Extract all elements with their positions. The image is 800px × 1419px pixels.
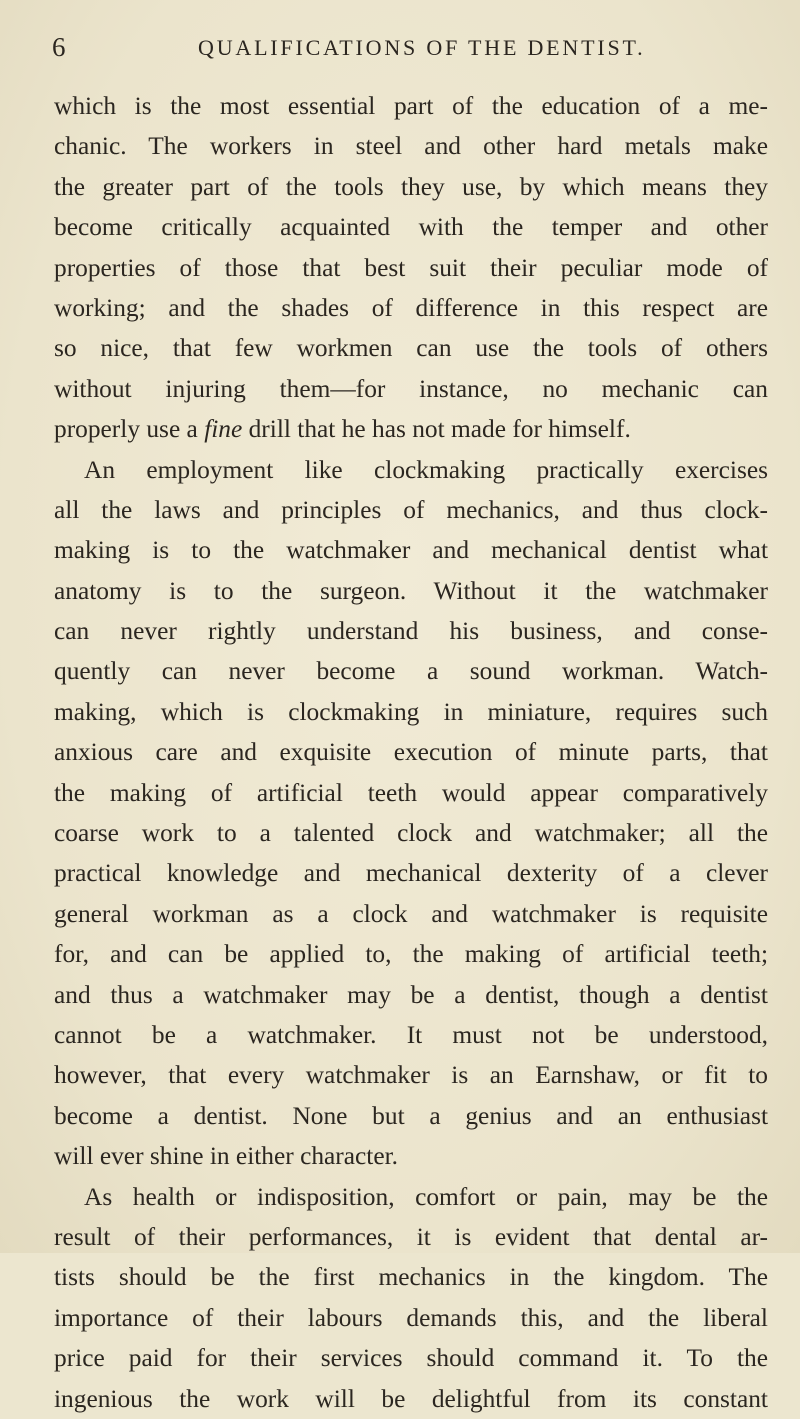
text-line: anxious care and exquisite execution of minute parts, that [54, 738, 768, 767]
text-line: the making of artificial teeth would appear comparatively [54, 778, 768, 807]
text-line: price paid for their services should command it. To the [54, 1344, 768, 1373]
text-line: however, that every watchmaker is an Earnshaw, or fit to [54, 1061, 768, 1090]
text-line: become a dentist. None but a genius and an enthusiast [54, 1101, 768, 1130]
text-line: all the laws and principles of mechanics, and thus clock- [54, 495, 768, 524]
text-line: general workman as a clock and watchmaker is requisite [54, 899, 768, 928]
text-line: importance of their labours demands this, and the liberal [54, 1303, 768, 1332]
text-line: practical knowledge and mechanical dexterity of a clever [54, 859, 768, 888]
emphasized-word: fine [204, 415, 243, 444]
text-line: become critically acquainted with the temper and other [54, 213, 768, 242]
text-line: tists should be the first mechanics in the kingdom. The [54, 1263, 768, 1292]
text-line: ingenious the work will be delightful from its constant [54, 1384, 768, 1413]
text-line: can never rightly understand his business, and conse- [54, 617, 768, 646]
text-line: for, and can be applied to, the making of artificial teeth; [54, 940, 768, 969]
text-line: coarse work to a talented clock and watchmaker; all the [54, 819, 768, 848]
text-line: will ever shine in either character. [54, 1142, 399, 1171]
text-line [54, 409, 768, 449]
text-line: which is the most essential part of the education of a me- [54, 92, 768, 120]
text-line: cannot be a watchmaker. It must not be understood, [54, 1020, 768, 1049]
text-line: An employment like clockmaking practically exercises [84, 455, 768, 484]
text-line: so nice, that few workmen can use the tools of others [54, 334, 768, 363]
body-text [54, 86, 768, 1419]
text-line: result of their performances, it is evident that dental ar- [54, 1222, 768, 1251]
text-line: quently can never become a sound workman. Watch- [54, 657, 768, 686]
text-line-segment: properly use a [54, 415, 205, 444]
text-line: working; and the shades of difference in this respect are [54, 293, 768, 322]
text-line: anatomy is to the surgeon. Without it the watchmaker [54, 576, 768, 605]
text-line-segment: drill that he has not made for himself. [242, 415, 631, 444]
text-line: chanic. The workers in steel and other hard metals make [54, 132, 768, 161]
text-line: without injuring them—for instance, no mechanic can [54, 374, 768, 403]
text-line: properties of those that best suit their peculiar mode of [54, 253, 768, 282]
text-line: the greater part of the tools they use, by which means they [54, 172, 768, 201]
running-head [52, 32, 772, 62]
running-title: QUALIFICATIONS OF THE DENTIST. [198, 35, 646, 60]
text-line: making is to the watchmaker and mechanical dentist what [54, 536, 768, 565]
text-line: and thus a watchmaker may be a dentist, though a dentist [54, 980, 768, 1009]
page-number: 6 [52, 32, 66, 62]
text-line: As health or indisposition, comfort or pain, may be the [84, 1182, 768, 1211]
text-line: making, which is clockmaking in miniature, requires such [54, 697, 768, 726]
